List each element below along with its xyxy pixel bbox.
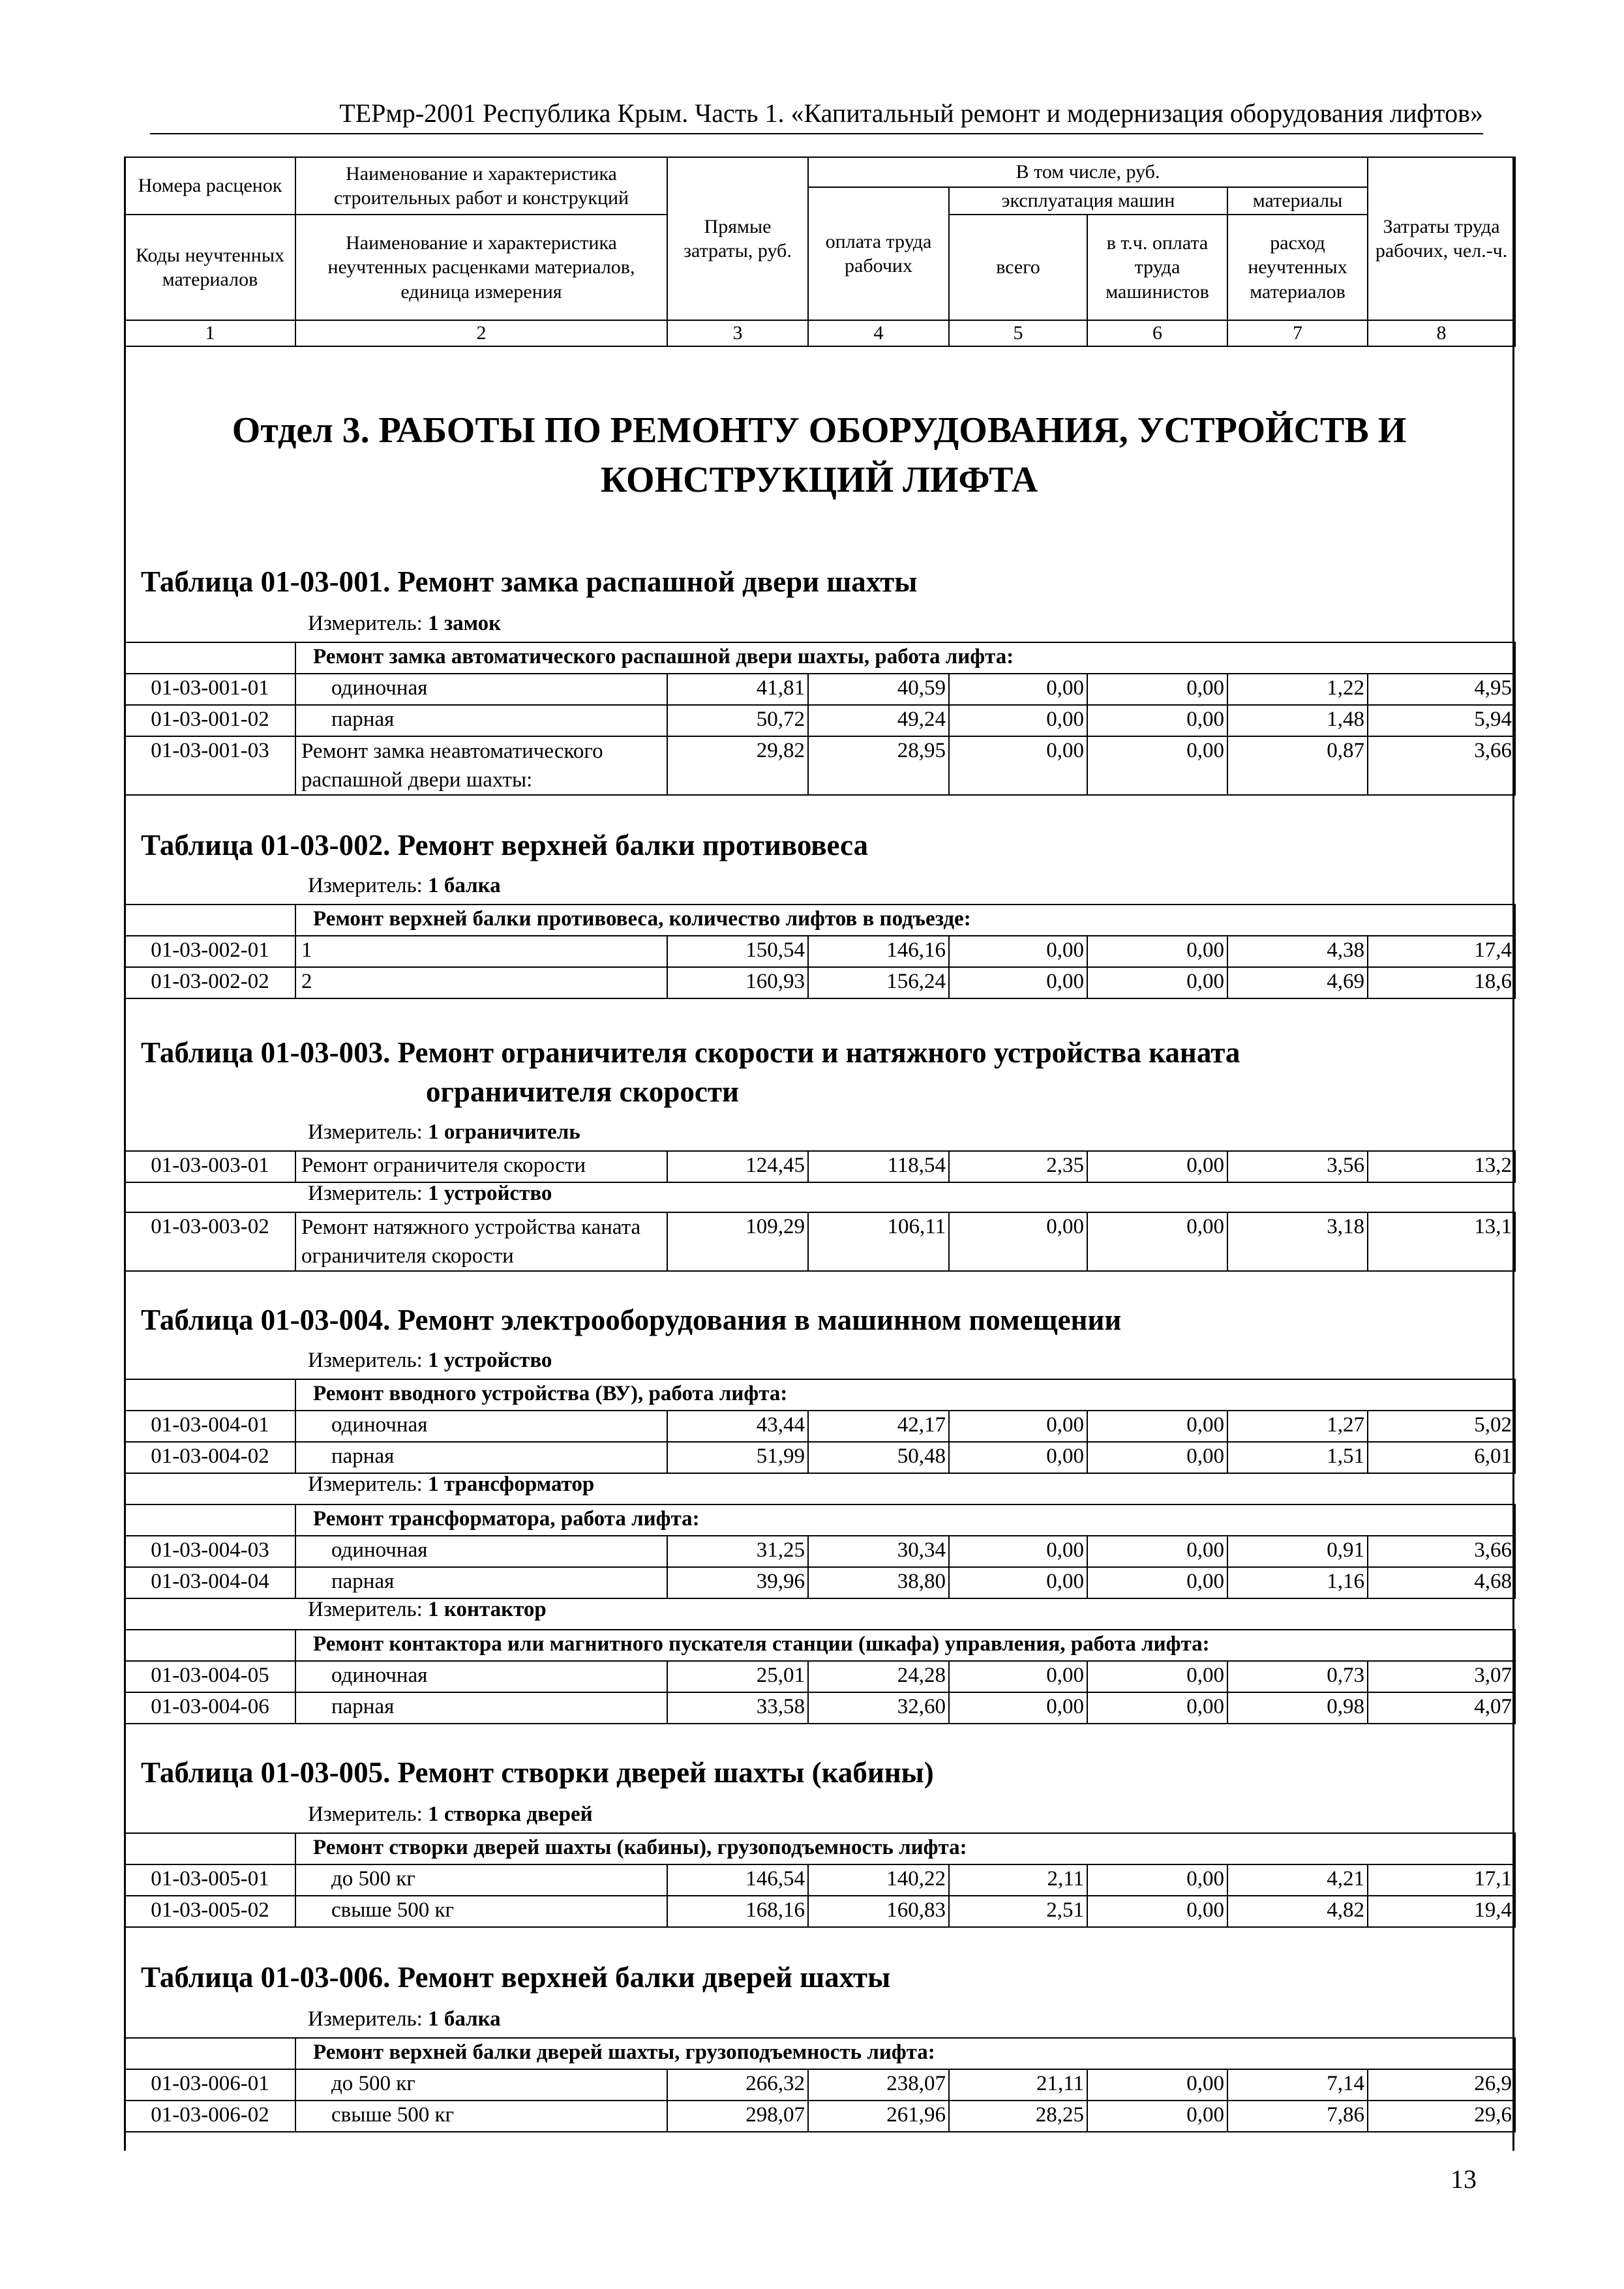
column-header-table xyxy=(124,157,1516,347)
table-01-03-004-c xyxy=(124,1629,1514,1724)
group-label: Ремонт верхней балки дверей шахты, грузоподъемность лифта: xyxy=(295,2038,1515,2069)
table-01-03-006 xyxy=(124,2037,1514,2132)
col1-header-top: Номера расценок xyxy=(125,157,295,215)
table-01-03-003 xyxy=(124,1150,1514,1183)
group-label: Ремонт верхней балки противовеса, количество лифтов в подъезде: xyxy=(295,905,1515,936)
col2-header-bottom: Наименование и характеристика неучтенных расценками материалов, единица измерения xyxy=(295,215,667,320)
col2-header-top: Наименование и характеристика строительных работ и конструкций xyxy=(295,157,667,215)
col7-header: расход неучтенных материалов xyxy=(1227,215,1368,320)
col5-header: всего xyxy=(949,215,1087,320)
table-row: 01-03-001-01 одиночная 41,81 40,59 0,00 0,00 1,22 4,95 xyxy=(125,674,1515,705)
table-row: 01-03-004-02 парная 51,99 50,48 0,00 0,00 1,51 6,01 xyxy=(125,1442,1515,1473)
table-row: 01-03-003-02 Ремонт натяжного устройства каната ограничителя скорости 109,29 106,11 0,00 0,00 3,18 13,1 xyxy=(125,1212,1515,1271)
group-label: Ремонт трансформатора, работа лифта: xyxy=(295,1504,1515,1536)
table-title: Таблица 01-03-003. Ремонт ограничителя скорости и натяжного устройства каната xyxy=(141,1036,1241,1069)
table-row: 01-03-004-05 одиночная 25,01 24,28 0,00 0,00 0,73 3,07 xyxy=(125,1661,1515,1692)
section-title-line: Отдел 3. РАБОТЫ ПО РЕМОНТУ ОБОРУДОВАНИЯ, УСТРОЙСТВ И xyxy=(232,410,1407,451)
col-number: 8 xyxy=(1368,320,1515,346)
page-number: 13 xyxy=(1451,2164,1477,2194)
section-title xyxy=(124,406,1514,505)
measure: Измеритель: 1 устройство xyxy=(308,1182,552,1205)
table-row: 01-03-006-02 свыше 500 кг 298,07 261,96 28,25 0,00 7,86 29,6 xyxy=(125,2101,1515,2132)
col-number: 1 xyxy=(125,320,295,346)
table-row: 01-03-002-02 2 160,93 156,24 0,00 0,00 4,69 18,6 xyxy=(125,967,1515,998)
table-01-03-005 xyxy=(124,1833,1514,1928)
group-label: Ремонт контактора или магнитного пускателя станции (шкафа) управления, работа лифта: xyxy=(295,1630,1515,1661)
table-row: 01-03-005-02 свыше 500 кг 168,16 160,83 2,51 0,00 4,82 19,4 xyxy=(125,1896,1515,1927)
col-number: 5 xyxy=(949,320,1087,346)
section-title-line: КОНСТРУКЦИЙ ЛИФТА xyxy=(600,460,1038,500)
col-number: 7 xyxy=(1227,320,1368,346)
table-row: 01-03-004-01 одиночная 43,44 42,17 0,00 0,00 1,27 5,02 xyxy=(125,1411,1515,1442)
table-row: 01-03-001-03 Ремонт замка неавтоматического распашной двери шахты: 29,82 28,95 0,00 0,00 0,87 3,66 xyxy=(125,736,1515,795)
group-label: Ремонт замка автоматического распашной двери шахты, работа лифта: xyxy=(295,642,1515,674)
running-header: ТЕРмр-2001 Республика Крым. Часть 1. «Капитальный ремонт и модернизация оборудования лифтов» xyxy=(339,98,1483,128)
measure: Измеритель: 1 балка xyxy=(308,874,501,897)
col-number: 4 xyxy=(808,320,949,346)
col1-header-bottom: Коды неучтенных материалов xyxy=(125,215,295,320)
table-row: 01-03-006-01 до 500 кг 266,32 238,07 21,11 0,00 7,14 26,9 xyxy=(125,2069,1515,2101)
table-title: Таблица 01-03-004. Ремонт электрооборудования в машинном помещении xyxy=(141,1304,1122,1336)
col8-header: Затраты труда рабочих, чел.-ч. xyxy=(1368,157,1515,320)
table-row: 01-03-003-01 Ремонт ограничителя скорости 124,45 118,54 2,35 0,00 3,56 13,2 xyxy=(125,1151,1515,1182)
col-number: 2 xyxy=(295,320,667,346)
table-row: 01-03-002-01 1 150,54 146,16 0,00 0,00 4,38 17,4 xyxy=(125,936,1515,967)
table-row: 01-03-004-03 одиночная 31,25 30,34 0,00 0,00 0,91 3,66 xyxy=(125,1536,1515,1567)
measure: Измеритель: 1 балка xyxy=(308,2007,501,2031)
group-label: Ремонт вводного устройства (ВУ), работа лифта: xyxy=(295,1379,1515,1411)
group-label: Ремонт створки дверей шахты (кабины), грузоподъемность лифта: xyxy=(295,1833,1515,1864)
measure: Измеритель: 1 створка дверей xyxy=(308,1803,593,1826)
col4-header: оплата труда рабочих xyxy=(808,187,949,320)
table-row: 01-03-005-01 до 500 кг 146,54 140,22 2,11 0,00 4,21 17,1 xyxy=(125,1864,1515,1896)
measure: Измеритель: 1 устройство xyxy=(308,1349,552,1372)
col3-header: Прямые затраты, руб. xyxy=(667,157,808,320)
measure: Измеритель: 1 контактор xyxy=(308,1598,547,1621)
measure: Измеритель: 1 ограничитель xyxy=(308,1120,580,1144)
table-title: Таблица 01-03-005. Ремонт створки дверей шахты (кабины) xyxy=(141,1756,934,1789)
table-title: Таблица 01-03-006. Ремонт верхней балки дверей шахты xyxy=(141,1961,891,1994)
table-title: Таблица 01-03-001. Ремонт замка распашной двери шахты xyxy=(141,565,918,598)
table-01-03-004-a xyxy=(124,1379,1514,1474)
measure: Измеритель: 1 трансформатор xyxy=(308,1473,595,1496)
table-01-03-002 xyxy=(124,904,1514,999)
machines-header: эксплуатация машин xyxy=(949,187,1227,215)
table-row: 01-03-004-06 парная 33,58 32,60 0,00 0,00 0,98 4,07 xyxy=(125,1692,1515,1724)
table-title-cont: ограничителя скорости xyxy=(426,1075,739,1108)
table-01-03-003-b xyxy=(124,1212,1514,1272)
table-row: 01-03-004-04 парная 39,96 38,80 0,00 0,00 1,16 4,68 xyxy=(125,1567,1515,1598)
included-header: В том числе, руб. xyxy=(808,157,1368,187)
col6-header: в т.ч. оплата труда машинистов xyxy=(1087,215,1227,320)
col-number: 3 xyxy=(667,320,808,346)
materials-header: материалы xyxy=(1227,187,1368,215)
col-number: 6 xyxy=(1087,320,1227,346)
table-01-03-001 xyxy=(124,642,1514,796)
measure: Измеритель: 1 замок xyxy=(308,612,502,635)
table-row: 01-03-001-02 парная 50,72 49,24 0,00 0,00 1,48 5,94 xyxy=(125,705,1515,736)
table-01-03-004-b xyxy=(124,1504,1514,1599)
header-rule xyxy=(150,133,1483,134)
table-title: Таблица 01-03-002. Ремонт верхней балки противовеса xyxy=(141,829,869,861)
